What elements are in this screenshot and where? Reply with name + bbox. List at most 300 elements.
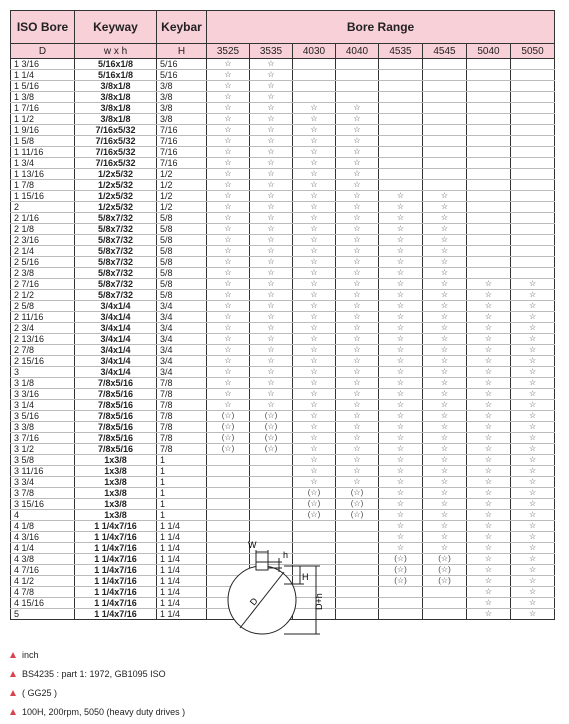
- table-row: [11, 268, 555, 279]
- availability-star-icon: ☆: [336, 235, 379, 246]
- table-row: [11, 521, 555, 532]
- availability-star-icon: ☆: [250, 147, 293, 158]
- availability-star-icon: ☆: [336, 136, 379, 147]
- availability-star-icon: ☆: [423, 235, 467, 246]
- availability-star-icon: ☆: [293, 455, 336, 466]
- availability-star-icon: ☆: [250, 59, 293, 70]
- bore-cell: 2 11/16: [11, 312, 75, 323]
- empty-cell: [467, 81, 511, 92]
- table-row: [11, 378, 555, 389]
- table-row: [11, 345, 555, 356]
- availability-star-icon: (☆): [336, 488, 379, 499]
- availability-star-icon: ☆: [379, 257, 423, 268]
- bore-cell: 3 1/2: [11, 444, 75, 455]
- availability-star-icon: ☆: [293, 202, 336, 213]
- bore-cell: 1 3/16: [11, 59, 75, 70]
- d-subheader: D: [11, 44, 75, 59]
- availability-star-icon: ☆: [207, 312, 250, 323]
- availability-star-icon: ☆: [511, 565, 555, 576]
- availability-star-icon: ☆: [511, 576, 555, 587]
- bore-cell: 2 7/16: [11, 279, 75, 290]
- availability-star-icon: ☆: [379, 433, 423, 444]
- empty-cell: [511, 257, 555, 268]
- availability-star-icon: ☆: [379, 246, 423, 257]
- availability-star-icon: ☆: [336, 367, 379, 378]
- empty-cell: [423, 136, 467, 147]
- empty-cell: [467, 70, 511, 81]
- keybar-cell: 3/8: [157, 92, 207, 103]
- availability-star-icon: ☆: [423, 422, 467, 433]
- bore-cell: 2 1/8: [11, 224, 75, 235]
- table-row: [11, 422, 555, 433]
- keyway-cell: 7/8x5/16: [75, 389, 157, 400]
- empty-cell: [336, 59, 379, 70]
- availability-star-icon: ☆: [423, 411, 467, 422]
- empty-cell: [379, 114, 423, 125]
- bore-cell: 2 1/4: [11, 246, 75, 257]
- empty-cell: [379, 92, 423, 103]
- availability-star-icon: ☆: [293, 268, 336, 279]
- empty-cell: [423, 598, 467, 609]
- bore-cell: 2 1/2: [11, 290, 75, 301]
- keyway-cell: 5/8x7/32: [75, 290, 157, 301]
- empty-cell: [379, 81, 423, 92]
- bore-cell: 3 5/8: [11, 455, 75, 466]
- keybar-cell: 7/8: [157, 444, 207, 455]
- keyway-cell: 7/16x5/32: [75, 125, 157, 136]
- availability-star-icon: ☆: [207, 400, 250, 411]
- availability-star-icon: ☆: [379, 488, 423, 499]
- availability-star-icon: ☆: [511, 334, 555, 345]
- availability-star-icon: ☆: [250, 356, 293, 367]
- keyway-cell: 3/4x1/4: [75, 301, 157, 312]
- keybar-cell: 3/8: [157, 81, 207, 92]
- bore-cell: 3 5/16: [11, 411, 75, 422]
- availability-star-icon: ☆: [250, 367, 293, 378]
- availability-star-icon: ☆: [336, 224, 379, 235]
- availability-star-icon: ☆: [293, 477, 336, 488]
- keyway-cell: 3/8x1/8: [75, 114, 157, 125]
- keyway-cell: 1x3/8: [75, 466, 157, 477]
- empty-cell: [423, 125, 467, 136]
- triangle-icon: [10, 690, 16, 696]
- availability-star-icon: ☆: [467, 488, 511, 499]
- empty-cell: [250, 488, 293, 499]
- keybar-cell: 7/8: [157, 389, 207, 400]
- bore-cell: 1 7/8: [11, 180, 75, 191]
- availability-star-icon: ☆: [511, 345, 555, 356]
- keybar-cell: 7/8: [157, 422, 207, 433]
- empty-cell: [423, 92, 467, 103]
- availability-star-icon: ☆: [336, 312, 379, 323]
- table-row: [11, 70, 555, 81]
- empty-cell: [423, 103, 467, 114]
- table-row: [11, 323, 555, 334]
- keyway-cell: 1 1/4x7/16: [75, 576, 157, 587]
- availability-star-icon: ☆: [250, 136, 293, 147]
- bore-cell: 1 5/8: [11, 136, 75, 147]
- empty-cell: [467, 136, 511, 147]
- availability-star-icon: ☆: [250, 70, 293, 81]
- availability-star-icon: ☆: [467, 290, 511, 301]
- availability-star-icon: ☆: [250, 235, 293, 246]
- keyway-cell: 5/8x7/32: [75, 257, 157, 268]
- empty-cell: [423, 114, 467, 125]
- bore-cell: 4 15/16: [11, 598, 75, 609]
- empty-cell: [511, 136, 555, 147]
- bore-cell: 4 1/2: [11, 576, 75, 587]
- size-header-4030: 4030: [293, 44, 336, 59]
- bore-cell: 1 15/16: [11, 191, 75, 202]
- empty-cell: [423, 147, 467, 158]
- keybar-cell: 3/4: [157, 367, 207, 378]
- availability-star-icon: ☆: [511, 598, 555, 609]
- availability-star-icon: ☆: [293, 301, 336, 312]
- availability-star-icon: (☆): [293, 510, 336, 521]
- availability-star-icon: ☆: [423, 268, 467, 279]
- availability-star-icon: ☆: [250, 224, 293, 235]
- bore-cell: 3 3/4: [11, 477, 75, 488]
- availability-star-icon: ☆: [379, 455, 423, 466]
- table-row: [11, 367, 555, 378]
- keyway-cell: 5/8x7/32: [75, 213, 157, 224]
- availability-star-icon: ☆: [423, 312, 467, 323]
- availability-star-icon: ☆: [423, 543, 467, 554]
- table-row: [11, 169, 555, 180]
- availability-star-icon: ☆: [423, 334, 467, 345]
- keyway-cell: 3/4x1/4: [75, 356, 157, 367]
- availability-star-icon: ☆: [511, 532, 555, 543]
- table-row: [11, 81, 555, 92]
- availability-star-icon: ☆: [336, 301, 379, 312]
- empty-cell: [250, 455, 293, 466]
- availability-star-icon: ☆: [250, 191, 293, 202]
- availability-star-icon: ☆: [511, 488, 555, 499]
- bore-cell: 3 7/8: [11, 488, 75, 499]
- note-text: 100H, 200rpm, 5050 (heavy duty drives ): [22, 706, 186, 717]
- availability-star-icon: ☆: [379, 444, 423, 455]
- table-row: [11, 92, 555, 103]
- empty-cell: [379, 70, 423, 81]
- empty-cell: [293, 81, 336, 92]
- keybar-cell: 3/4: [157, 345, 207, 356]
- empty-cell: [379, 598, 423, 609]
- keyway-cell: 7/8x5/16: [75, 433, 157, 444]
- keyway-cell: 1/2x5/32: [75, 180, 157, 191]
- availability-star-icon: ☆: [250, 246, 293, 257]
- availability-star-icon: ☆: [336, 389, 379, 400]
- availability-star-icon: ☆: [336, 455, 379, 466]
- availability-star-icon: ☆: [250, 158, 293, 169]
- availability-star-icon: ☆: [511, 521, 555, 532]
- keyway-cell: 7/8x5/16: [75, 378, 157, 389]
- availability-star-icon: ☆: [379, 268, 423, 279]
- size-header-4545: 4545: [423, 44, 467, 59]
- bore-cell: 4 3/16: [11, 532, 75, 543]
- availability-star-icon: ☆: [293, 103, 336, 114]
- keyway-cell: 1x3/8: [75, 488, 157, 499]
- keybar-cell: 1/2: [157, 169, 207, 180]
- availability-star-icon: ☆: [293, 400, 336, 411]
- availability-star-icon: ☆: [379, 378, 423, 389]
- keybar-cell: 7/16: [157, 136, 207, 147]
- keybar-cell: 5/16: [157, 59, 207, 70]
- keyway-cell: 1x3/8: [75, 499, 157, 510]
- availability-star-icon: ☆: [511, 444, 555, 455]
- availability-star-icon: ☆: [250, 334, 293, 345]
- keyway-cell: 3/4x1/4: [75, 345, 157, 356]
- availability-star-icon: ☆: [336, 433, 379, 444]
- empty-cell: [467, 59, 511, 70]
- note-text: ( GG25 ): [22, 687, 58, 698]
- empty-cell: [423, 59, 467, 70]
- availability-star-icon: ☆: [467, 334, 511, 345]
- availability-star-icon: ☆: [423, 367, 467, 378]
- table-row: [11, 213, 555, 224]
- keybar-cell: 1/2: [157, 202, 207, 213]
- diagram-bigh-label: H: [302, 572, 309, 582]
- availability-star-icon: (☆): [250, 433, 293, 444]
- empty-cell: [336, 92, 379, 103]
- availability-star-icon: ☆: [207, 389, 250, 400]
- availability-star-icon: ☆: [467, 312, 511, 323]
- availability-star-icon: ☆: [207, 367, 250, 378]
- availability-star-icon: ☆: [423, 521, 467, 532]
- keybar-cell: 3/4: [157, 356, 207, 367]
- table-row: [11, 279, 555, 290]
- size-header-5040: 5040: [467, 44, 511, 59]
- empty-cell: [511, 70, 555, 81]
- availability-star-icon: ☆: [423, 246, 467, 257]
- table-row: [11, 114, 555, 125]
- availability-star-icon: ☆: [207, 103, 250, 114]
- availability-star-icon: ☆: [293, 356, 336, 367]
- availability-star-icon: ☆: [423, 279, 467, 290]
- availability-star-icon: ☆: [379, 202, 423, 213]
- availability-star-icon: ☆: [293, 422, 336, 433]
- keyway-cell: 1 1/4x7/16: [75, 532, 157, 543]
- availability-star-icon: ☆: [207, 180, 250, 191]
- note-item: [10, 683, 185, 702]
- keybar-cell: 1/2: [157, 180, 207, 191]
- availability-star-icon: ☆: [423, 510, 467, 521]
- availability-star-icon: ☆: [379, 323, 423, 334]
- availability-star-icon: ☆: [511, 554, 555, 565]
- size-header-4535: 4535: [379, 44, 423, 59]
- availability-star-icon: ☆: [250, 389, 293, 400]
- keybar-cell: 1 1/4: [157, 532, 207, 543]
- availability-star-icon: ☆: [467, 356, 511, 367]
- availability-star-icon: ☆: [467, 345, 511, 356]
- availability-star-icon: ☆: [423, 444, 467, 455]
- availability-star-icon: ☆: [336, 279, 379, 290]
- keybar-cell: 5/8: [157, 235, 207, 246]
- keyway-cell: 1 1/4x7/16: [75, 598, 157, 609]
- keybar-cell: 1 1/4: [157, 565, 207, 576]
- keyway-cell: 5/16x1/8: [75, 59, 157, 70]
- table-row: [11, 400, 555, 411]
- availability-star-icon: ☆: [423, 455, 467, 466]
- keyway-cell: 5/8x7/32: [75, 279, 157, 290]
- availability-star-icon: ☆: [379, 224, 423, 235]
- availability-star-icon: ☆: [467, 378, 511, 389]
- diagram-w-label: W: [248, 540, 257, 550]
- availability-star-icon: ☆: [207, 70, 250, 81]
- availability-star-icon: ☆: [250, 323, 293, 334]
- keybar-cell: 1: [157, 499, 207, 510]
- bore-cell: 3 15/16: [11, 499, 75, 510]
- availability-star-icon: ☆: [423, 488, 467, 499]
- availability-star-icon: ☆: [511, 510, 555, 521]
- keybar-cell: 1: [157, 477, 207, 488]
- availability-star-icon: ☆: [336, 246, 379, 257]
- keyway-cell: 3/8x1/8: [75, 103, 157, 114]
- bore-table: [10, 10, 555, 620]
- keyway-cell: 1 1/4x7/16: [75, 587, 157, 598]
- keybar-cell: 7/16: [157, 125, 207, 136]
- size-header-3525: 3525: [207, 44, 250, 59]
- availability-star-icon: ☆: [207, 191, 250, 202]
- availability-star-icon: ☆: [207, 356, 250, 367]
- bore-cell: 2 3/16: [11, 235, 75, 246]
- availability-star-icon: ☆: [467, 576, 511, 587]
- empty-cell: [467, 125, 511, 136]
- empty-cell: [250, 466, 293, 477]
- availability-star-icon: ☆: [250, 268, 293, 279]
- availability-star-icon: ☆: [511, 323, 555, 334]
- availability-star-icon: ☆: [511, 290, 555, 301]
- availability-star-icon: ☆: [511, 499, 555, 510]
- size-header-4040: 4040: [336, 44, 379, 59]
- availability-star-icon: ☆: [379, 521, 423, 532]
- availability-star-icon: ☆: [250, 213, 293, 224]
- availability-star-icon: ☆: [379, 290, 423, 301]
- keyway-cell: 5/16x1/8: [75, 70, 157, 81]
- table-row: [11, 488, 555, 499]
- empty-cell: [511, 59, 555, 70]
- availability-star-icon: ☆: [423, 191, 467, 202]
- availability-star-icon: ☆: [511, 466, 555, 477]
- bore-cell: 4 7/8: [11, 587, 75, 598]
- bore-cell: 1 9/16: [11, 125, 75, 136]
- table-row: [11, 180, 555, 191]
- keyway-cell: 7/16x5/32: [75, 158, 157, 169]
- keybar-cell: 7/8: [157, 411, 207, 422]
- bore-cell: 2 3/8: [11, 268, 75, 279]
- availability-star-icon: ☆: [207, 378, 250, 389]
- empty-cell: [511, 191, 555, 202]
- availability-star-icon: ☆: [207, 246, 250, 257]
- availability-star-icon: ☆: [250, 125, 293, 136]
- empty-cell: [467, 224, 511, 235]
- table-row: [11, 235, 555, 246]
- table-row: [11, 301, 555, 312]
- bore-cell: 1 3/8: [11, 92, 75, 103]
- note-item: [10, 702, 185, 721]
- availability-star-icon: (☆): [293, 499, 336, 510]
- bore-cell: 3 11/16: [11, 466, 75, 477]
- empty-cell: [511, 114, 555, 125]
- keybar-cell: 3/8: [157, 103, 207, 114]
- keyway-cell: 1 1/4x7/16: [75, 543, 157, 554]
- availability-star-icon: ☆: [336, 400, 379, 411]
- availability-star-icon: ☆: [379, 367, 423, 378]
- availability-star-icon: ☆: [336, 444, 379, 455]
- table-row: [11, 147, 555, 158]
- keybar-cell: 7/8: [157, 433, 207, 444]
- bore-cell: 1 3/4: [11, 158, 75, 169]
- availability-star-icon: (☆): [379, 554, 423, 565]
- keyway-cell: 3/4x1/4: [75, 367, 157, 378]
- table-row: [11, 510, 555, 521]
- availability-star-icon: ☆: [379, 422, 423, 433]
- empty-cell: [379, 169, 423, 180]
- availability-star-icon: ☆: [511, 312, 555, 323]
- keyway-cell: 1x3/8: [75, 455, 157, 466]
- availability-star-icon: ☆: [511, 477, 555, 488]
- keybar-cell: 5/8: [157, 213, 207, 224]
- availability-star-icon: ☆: [293, 191, 336, 202]
- triangle-icon: [10, 652, 16, 658]
- keybar-cell: 1 1/4: [157, 521, 207, 532]
- keyway-cell: 7/16x5/32: [75, 147, 157, 158]
- availability-star-icon: ☆: [293, 169, 336, 180]
- keybar-cell: 5/8: [157, 290, 207, 301]
- empty-cell: [207, 499, 250, 510]
- availability-star-icon: ☆: [423, 400, 467, 411]
- bore-cell: 1 1/2: [11, 114, 75, 125]
- keybar-cell: 5/8: [157, 268, 207, 279]
- availability-star-icon: (☆): [250, 411, 293, 422]
- availability-star-icon: ☆: [293, 378, 336, 389]
- availability-star-icon: ☆: [207, 81, 250, 92]
- keybar-cell: 3/4: [157, 301, 207, 312]
- availability-star-icon: ☆: [293, 114, 336, 125]
- availability-star-icon: ☆: [423, 301, 467, 312]
- keybar-cell: 1: [157, 455, 207, 466]
- availability-star-icon: ☆: [207, 125, 250, 136]
- empty-cell: [207, 488, 250, 499]
- table-row: [11, 411, 555, 422]
- availability-star-icon: ☆: [336, 334, 379, 345]
- empty-cell: [467, 191, 511, 202]
- wxh-subheader: w x h: [75, 44, 157, 59]
- availability-star-icon: ☆: [511, 389, 555, 400]
- availability-star-icon: ☆: [336, 202, 379, 213]
- availability-star-icon: ☆: [336, 213, 379, 224]
- diagram-h-label: h: [283, 550, 289, 560]
- empty-cell: [467, 147, 511, 158]
- availability-star-icon: ☆: [250, 290, 293, 301]
- keybar-cell: 7/16: [157, 147, 207, 158]
- availability-star-icon: ☆: [336, 268, 379, 279]
- availability-star-icon: ☆: [379, 510, 423, 521]
- empty-cell: [336, 521, 379, 532]
- keyway-cell: 1/2x5/32: [75, 202, 157, 213]
- availability-star-icon: ☆: [467, 466, 511, 477]
- availability-star-icon: ☆: [467, 543, 511, 554]
- availability-star-icon: ☆: [467, 444, 511, 455]
- empty-cell: [511, 202, 555, 213]
- table-row: [11, 466, 555, 477]
- keybar-cell: 3/8: [157, 114, 207, 125]
- availability-star-icon: ☆: [207, 114, 250, 125]
- empty-cell: [467, 158, 511, 169]
- keyway-cell: 1 1/4x7/16: [75, 565, 157, 576]
- availability-star-icon: ☆: [336, 466, 379, 477]
- empty-cell: [511, 92, 555, 103]
- availability-star-icon: ☆: [250, 400, 293, 411]
